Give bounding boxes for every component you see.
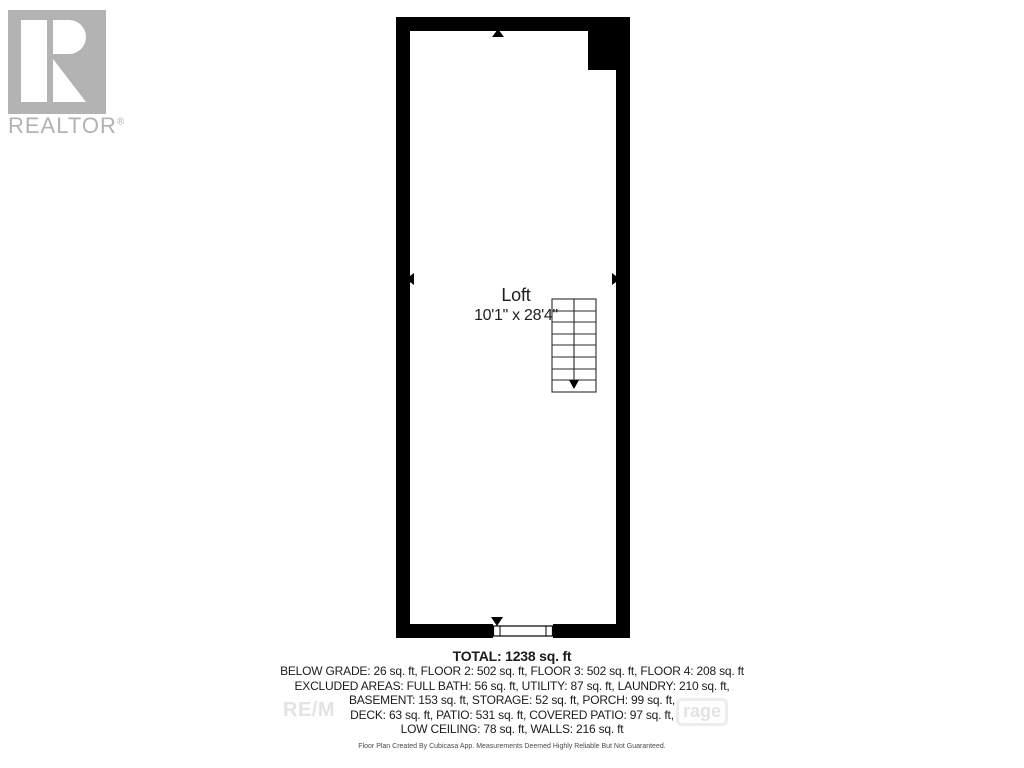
summary-line-3: BASEMENT: 153 sq. ft, STORAGE: 52 sq. ft, PORCH: 99 sq. ft,	[348, 693, 676, 708]
floor-plan-drawing	[396, 17, 630, 638]
realtor-logo	[8, 10, 138, 148]
room-label: Loft	[501, 285, 531, 305]
room-dimensions: 10'1" x 28'4"	[474, 307, 558, 324]
watermark-right-fragment: rage	[676, 698, 728, 726]
watermark-left-fragment: RE/M	[283, 699, 335, 721]
realtor-wordmark	[8, 113, 124, 139]
disclaimer-text: Floor Plan Created By Cubicasa App. Measurements Deemed Highly Reliable But Not Guaranteed.	[358, 743, 666, 750]
total-area: TOTAL: 1238 sq. ft	[452, 648, 572, 664]
summary-line-2: EXCLUDED AREAS: FULL BATH: 56 sq. ft, UTILITY: 87 sq. ft, LAUNDRY: 210 sq. ft,	[294, 678, 730, 693]
area-summary	[0, 648, 1024, 737]
corner-block	[588, 17, 630, 70]
registered-trademark-symbol: ®	[116, 116, 125, 128]
window-symbol	[494, 626, 553, 636]
summary-line-5: LOW CEILING: 78 sq. ft, WALLS: 216 sq. ft	[400, 722, 624, 737]
summary-line-4: DECK: 63 sq. ft, PATIO: 531 sq. ft, COVERED PATIO: 97 sq. ft,	[350, 707, 674, 722]
summary-line-1: BELOW GRADE: 26 sq. ft, FLOOR 2: 502 sq. ft, FLOOR 3: 502 sq. ft, FLOOR 4: 208 sq. ft	[280, 664, 744, 678]
realtor-logo-icon	[8, 10, 106, 114]
realtor-wordmark-text: REALTOR	[8, 113, 117, 138]
floor-plan	[396, 17, 630, 638]
